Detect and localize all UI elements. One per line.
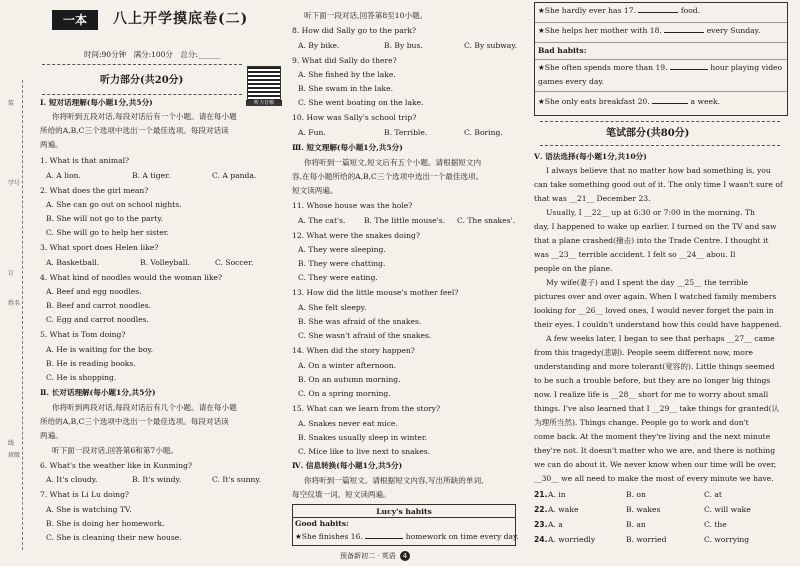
option[interactable]: A. Beef and egg noodles. — [46, 287, 142, 296]
option[interactable]: B. Snakes usually sleep in winter. — [298, 433, 428, 442]
instruction-line: 容,在每小题所给的A,B,C三个选项中选出一个最佳选项。 — [292, 172, 484, 181]
option[interactable]: B. She is doing her homework. — [46, 519, 165, 528]
divider — [42, 94, 242, 95]
option[interactable]: A. a — [548, 520, 563, 529]
passage-line: looking for __26__ loved ones, I would never forget the pain in — [534, 306, 774, 315]
option[interactable]: A. wake — [548, 505, 579, 514]
option[interactable]: A. By bike. — [298, 41, 340, 50]
side-label-student-id: 学号 — [8, 180, 21, 187]
habit-item-18: ★She helps her mother with 18. every Sunday. — [538, 26, 761, 35]
qr-code[interactable] — [247, 66, 281, 102]
question: 1. What is that animal? — [40, 156, 130, 165]
option[interactable]: C. She is cleaning their new house. — [46, 533, 182, 542]
option[interactable]: B. Terrible. — [384, 128, 428, 137]
option[interactable]: C. On a spring morning. — [298, 389, 391, 398]
passage-line: people on the plane. — [534, 264, 613, 273]
option[interactable]: A. Fun. — [298, 128, 326, 137]
exam-title: 八上开学摸底卷(二) — [113, 11, 249, 27]
option[interactable]: C. Egg and carrot noodles. — [46, 315, 149, 324]
option[interactable]: B. wakes — [626, 505, 661, 514]
passage-line: Usually, I __22__ up at 6:30 or 7:00 in the morning. Th — [546, 208, 755, 217]
question: 3. What sport does Helen like? — [40, 243, 159, 252]
habit-item-17: ★She hardly ever has 17. food. — [538, 6, 701, 15]
habit-item-19: ★She often spends more than 19. hour playing video — [538, 63, 783, 72]
question: 4. What kind of noodles would the woman like? — [40, 273, 223, 282]
option[interactable]: B. They were chatting. — [298, 259, 386, 268]
answer-blank-19[interactable] — [670, 69, 708, 70]
option[interactable]: C. He is shopping. — [46, 373, 117, 382]
instruction-line: 两遍。 — [40, 431, 63, 440]
option[interactable]: C. Boring. — [464, 128, 503, 137]
question-number: 23. — [534, 520, 548, 529]
side-label-class: 班级 — [8, 452, 21, 459]
answer-blank-18[interactable] — [664, 32, 704, 33]
section-heading: Ⅴ. 语法选择(每小题1分,共10分) — [534, 152, 647, 161]
passage-line: to be such a trouble before, but they are no longer big things — [534, 376, 771, 385]
side-label-seal-3: 线 — [8, 440, 15, 447]
instruction-line: 两遍。 — [40, 140, 63, 149]
side-label-seal-2: 订 — [8, 270, 15, 277]
option[interactable]: B. She will not go to the party. — [46, 214, 164, 223]
option[interactable]: B. on — [626, 490, 646, 499]
option[interactable]: C. She wasn't afraid of the snakes. — [298, 331, 432, 340]
section-heading: Ⅰ. 短对话理解(每小题1分,共5分) — [40, 98, 153, 107]
option[interactable]: A. She is watching TV. — [46, 505, 132, 514]
habit-item-20: ★She only eats breakfast 20. a week. — [538, 97, 720, 106]
instruction-line: 你将听到两段对话,每段对话后有几个小题。请在每小题 — [52, 403, 237, 412]
question: 10. How was Sally's school trip? — [292, 113, 417, 122]
question: 11. Whose house was the hole? — [292, 201, 413, 210]
option[interactable]: A. They were sleeping. — [298, 245, 386, 254]
instruction-line: 每空仅填一词。短文读两遍。 — [292, 490, 391, 499]
dialogue-intro: 听下面一段对话,回答第8至10小题。 — [304, 11, 428, 20]
habits-table — [292, 504, 519, 546]
qr-label: 听力音频 — [246, 100, 282, 106]
option[interactable]: C. It's sunny. — [212, 475, 262, 484]
option[interactable]: B. an — [626, 520, 646, 529]
passage-line: now. I realize life is __28__ short for me to worry about small — [534, 390, 769, 399]
dialogue-intro: 听下面一段对话,回答第6和第7小题。 — [52, 446, 178, 455]
instruction-line: 你将听到五段对话,每段对话后有一个小题。请在每小题 — [52, 112, 237, 121]
section-heading: Ⅲ. 短文理解(每小题1分,共5分) — [292, 143, 403, 152]
question: 14. When did the story happen? — [292, 346, 415, 355]
passage-line: can take something good out of it. The only time I wasn't sure of — [534, 180, 783, 189]
question: 15. What can we learn from the story? — [292, 404, 441, 413]
habits-title: Lucy's habits — [376, 507, 432, 516]
passage-line: their eyes. I couldn't understand how this could have happened. — [534, 320, 782, 329]
question: 12. What were the snakes doing? — [292, 231, 420, 240]
habit-item-16: ★She finishes 16. homework on time every day. — [295, 532, 519, 541]
option[interactable]: A. She fished by the lake. — [298, 70, 396, 79]
question: 8. How did Sally go to the park? — [292, 26, 417, 35]
option[interactable]: A. She can go out on school nights. — [46, 200, 182, 209]
instruction-line: 所给的A,B,C三个选项中选出一个最佳选项。每段对话读 — [40, 417, 229, 426]
page-number: 4 — [400, 551, 410, 561]
habits-table-continued — [534, 2, 788, 116]
divider — [540, 145, 780, 146]
divider — [540, 121, 780, 122]
instruction-line: 你将听到一篇短文,短文后有五个小题。请根据短文内 — [304, 158, 482, 167]
option[interactable]: A. worriedly — [548, 535, 596, 544]
question-number: 24. — [534, 535, 548, 544]
option[interactable]: B. She swam in the lake. — [298, 84, 393, 93]
option[interactable]: C. They were eating. — [298, 273, 378, 282]
option[interactable]: B. On an autumn morning. — [298, 375, 401, 384]
question: 6. What's the weather like in Kunming? — [40, 461, 193, 470]
footer-text: 预备新初二 · 英语 — [340, 552, 396, 560]
page-footer — [340, 551, 410, 561]
option[interactable]: C. will wake — [704, 505, 751, 514]
option[interactable]: B. It's windy. — [132, 475, 182, 484]
question: 9. What did Sally do there? — [292, 56, 397, 65]
option[interactable]: A. in — [548, 490, 566, 499]
option[interactable]: B. He is reading books. — [46, 359, 136, 368]
passage-line: I always believe that no matter how bad something is, you — [546, 166, 771, 175]
option[interactable]: A. He is waiting for the boy. — [46, 345, 154, 354]
option[interactable]: A. Snakes never eat mice. — [298, 419, 398, 428]
side-label-name: 姓名 — [8, 300, 21, 307]
option[interactable]: A. A lion. — [46, 171, 81, 180]
passage-line: things. I've also learned that I __29__ take things for granted(认 — [534, 404, 780, 413]
option[interactable]: A. Basketball. — [46, 258, 100, 267]
instruction-line: 所给的A,B,C三个选项中选出一个最佳选项。每段对话读 — [40, 126, 229, 135]
option[interactable]: C. the — [704, 520, 727, 529]
passage-line: was __23__ terrible accident. I felt so __24__ abou. Il — [534, 250, 736, 259]
passage-line: from this tragedy(悲剧). People seem different now, more — [534, 348, 753, 357]
question: 13. How did the little mouse's mother feel? — [292, 288, 459, 297]
section-heading: Ⅱ. 长对话理解(每小题1分,共5分) — [40, 388, 156, 397]
answer-blank-16[interactable] — [365, 538, 403, 539]
passage-line: come back. At the moment they're living and the next minute — [534, 432, 771, 441]
section-heading: Ⅳ. 信息转换(每小题1分,共5分) — [292, 461, 403, 470]
option[interactable]: C. She will go to help her sister. — [46, 228, 169, 237]
option[interactable]: C. She went boating on the lake. — [298, 98, 424, 107]
passage-line: pictures over and over again. When I watched family members — [534, 292, 777, 301]
passage-line: 为理所当然). Things change. People go to work and don't — [534, 418, 749, 427]
instruction-line: 短文读两遍。 — [292, 186, 338, 195]
option[interactable]: B. worried — [626, 535, 667, 544]
option[interactable]: C. Mice like to live next to snakes. — [298, 447, 431, 456]
option[interactable]: B. She was afraid of the snakes. — [298, 317, 422, 326]
question-number: 22. — [534, 505, 548, 514]
option[interactable]: B. Beef and carrot noodles. — [46, 301, 152, 310]
option[interactable]: A. It's cloudy. — [46, 475, 98, 484]
divider — [42, 64, 242, 65]
passage-line: we can do about it. We never know when our time will be over, — [534, 460, 777, 469]
habit-item-19-cont: games every day. — [538, 77, 605, 86]
bad-habits-label: Bad habits: — [538, 46, 587, 55]
instruction-line: 你将听到一篇短文。请根据短文内容,写出所缺的单词, — [304, 476, 484, 485]
passage-line: __30__ we all need to make the most of every minute we have. — [534, 474, 774, 483]
brand-logo: 一本 — [52, 10, 98, 30]
passage-line: that was __21__ December 23. — [534, 194, 651, 203]
passage-line: they're not. It doesn't matter who we are, and there is nothing — [534, 446, 776, 455]
passage-line: A few weeks later, I began to see that perhaps __27__ came — [546, 334, 775, 343]
writing-title: 笔试部分(共80分) — [606, 128, 690, 139]
option[interactable]: A. On a winter afternoon. — [298, 361, 397, 370]
option[interactable]: A. She felt sleepy. — [298, 303, 367, 312]
option[interactable]: A. The cat's. — [298, 216, 346, 225]
option[interactable]: B. Volleyball. — [140, 258, 191, 267]
exam-meta: 时间:90分钟 满分:100分 总分:______ — [84, 50, 221, 59]
passage-line: day, I happened to wake up earlier. I turned on the TV and saw — [534, 222, 777, 231]
question: 5. What is Tom doing? — [40, 330, 126, 339]
passage-line: understanding and more tolerant(宽容的). Little things seemed — [534, 362, 775, 371]
side-label-seal-1: 装 — [8, 100, 15, 107]
answer-blank-20[interactable] — [652, 103, 688, 104]
listening-title: 听力部分(共20分) — [100, 75, 184, 86]
option[interactable]: C. at — [704, 490, 722, 499]
option[interactable]: C. By subway. — [464, 41, 518, 50]
option[interactable]: B. The little mouse's. — [364, 216, 446, 225]
question: 7. What is Li Lu doing? — [40, 490, 130, 499]
binding-line — [22, 80, 23, 550]
answer-blank-17[interactable] — [638, 12, 678, 13]
question-number: 21. — [534, 490, 548, 499]
passage-line: that a plane crashed(撞击) into the Trade Centre. I thought it — [534, 236, 769, 245]
good-habits-label: Good habits: — [295, 519, 349, 528]
option[interactable]: C. worrying — [704, 535, 750, 544]
option[interactable]: C. Soccer. — [215, 258, 254, 267]
option[interactable]: C. A panda. — [212, 171, 257, 180]
option[interactable]: B. By bus. — [384, 41, 423, 50]
passage-line: My wife(妻子) and I spent the day __25__ the terrible — [546, 278, 749, 287]
option[interactable]: B. A tiger. — [132, 171, 171, 180]
question: 2. What does the girl mean? — [40, 186, 149, 195]
option[interactable]: C. The snakes'. — [457, 216, 516, 225]
